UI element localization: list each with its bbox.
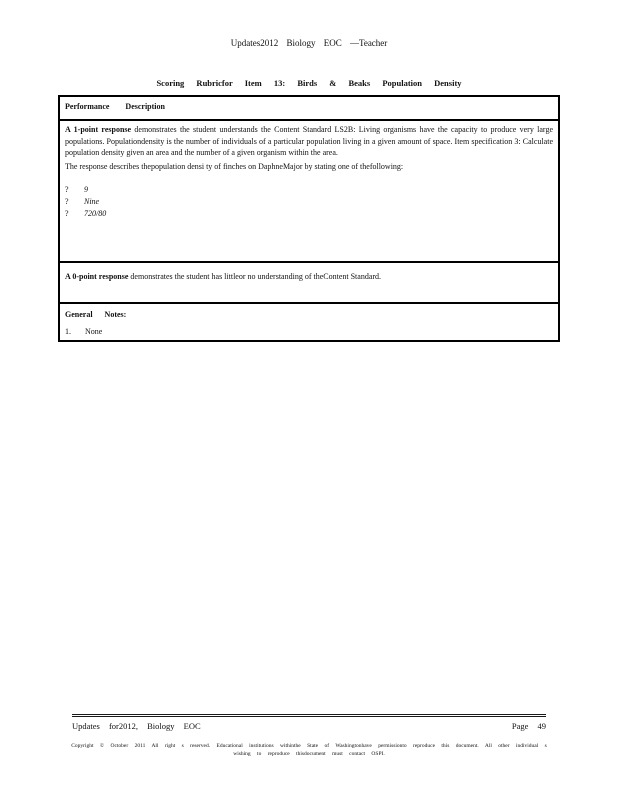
list-item — [65, 208, 553, 220]
zero-point-section — [60, 261, 558, 302]
answer-text: 720/80 — [84, 209, 107, 218]
bullet-icon: ? — [65, 197, 69, 206]
answer-text: Nine — [84, 197, 100, 206]
note-text: None — [85, 326, 103, 336]
list-item — [65, 326, 553, 338]
one-point-body: demonstrates the student understands the Content Standard LS2B: Living organisms have the capacity to produce very large populations. Populationdensity is the number of individuals of a particular population living in a given amount of space. Item specification 3: Calculate population density given an area and the number of a given organism within the area. — [65, 125, 554, 157]
acceptable-answers-list — [65, 184, 553, 220]
note-number: 1. — [65, 326, 71, 336]
one-point-section — [60, 119, 558, 261]
page-header: Updates2012 Biology EOC —Teacher — [230, 38, 388, 48]
copyright-notice: Copyright © October 2011 All right s reserved. Educational institutions withinthe State of Washingtonhave permissionto reproduce this document. All other individual s wishing to reproduce thisdocument must contact OSPI. — [71, 743, 547, 757]
bullet-icon: ? — [65, 185, 69, 194]
page-footer — [72, 714, 546, 731]
one-point-describes: The response describes thepopulation densi ty of finches on DaphneMajor by stating one of thefollowing: — [65, 161, 404, 171]
zero-point-lead: A 0-point response — [65, 272, 129, 281]
rubric-title: Scoring Rubricfor Item 13: Birds & Beaks Population Density — [156, 78, 462, 88]
answer-text: 9 — [84, 185, 88, 194]
table-header: Performance Description — [65, 102, 165, 111]
footer-left-text: Updates for2012, Biology EOC — [72, 721, 201, 731]
bullet-icon: ? — [65, 209, 69, 218]
one-point-lead: A 1-point response — [65, 125, 132, 134]
one-point-description — [65, 124, 553, 159]
list-item — [65, 184, 553, 196]
page-number: Page 49 — [511, 721, 546, 731]
general-notes-section — [60, 302, 558, 340]
list-item — [65, 196, 553, 208]
rubric-table — [58, 95, 560, 342]
zero-point-body: demonstrates the student has littleor no understanding of theContent Standard. — [130, 272, 382, 281]
general-notes-title: General Notes: — [65, 310, 127, 319]
